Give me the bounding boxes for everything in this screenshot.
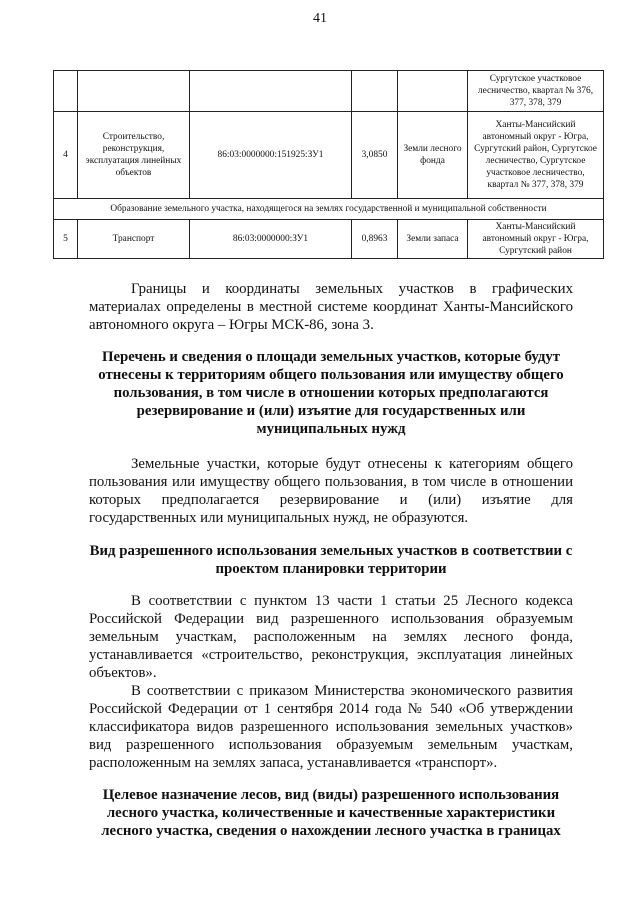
cell-no: 4	[54, 112, 78, 199]
cell-no	[54, 71, 78, 112]
cell-area	[352, 71, 398, 112]
table-section-row	[54, 199, 604, 220]
cell-location: Ханты-Мансийский автономный округ - Югра, Сургутский район, Сургутское лесничество, Сургутское участковое лесничество, квартал № 377, 378, 379	[468, 112, 604, 199]
forest-code-paragraph: В соответствии с пунктом 13 части 1 статьи 25 Лесного кодекса Российской Федерации вид разрешенного использования образуемым земельным участкам, расположенным на землях лесного фонда, устанавливается «строительство, реконструкция, эксплуатация линейных объектов».	[89, 593, 573, 681]
cell-category	[398, 71, 468, 112]
ministry-order-paragraph: В соответствии с приказом Министерства экономического развития Российской Федерации от 1 сентября 2014 года № 540 «Об утверждении классификатора видов разрешенного использования земельных участков» вид разрешенного использования образуемым земельным участкам, расположенным на землях запаса, устанавливается «транспорт».	[89, 683, 573, 771]
cell-location: Сургутское участковое лесничество, квартал № 376, 377, 378, 379	[468, 71, 604, 112]
cell-cadastral: 86:03:0000000:ЗУ1	[190, 220, 352, 259]
cell-cadastral: 86:03:0000000:151925:ЗУ1	[190, 112, 352, 199]
land-plots-table	[53, 70, 604, 259]
public-use-paragraph: Земельные участки, которые будут отнесены к категориям общего пользования или имуществу общего пользования, в том числе в отношении которых предполагается резервирование и (или) изъятие для государственных или муниципальных нужд, не образуются.	[89, 456, 573, 526]
cell-cadastral	[190, 71, 352, 112]
page-number: 41	[313, 11, 327, 26]
cell-purpose: Транспорт	[78, 220, 190, 259]
cell-area: 3,0850	[352, 112, 398, 199]
table-row	[54, 220, 604, 259]
section-heading-forest-purpose: Целевое назначение лесов, вид (виды) разрешенного использования лесного участка, количественные и качественные характеристики лесного участка, сведения о нахождении лесного участка в границах	[101, 787, 561, 839]
section-title: Образование земельного участка, находящегося на землях государственной и муниципальной собственности	[54, 199, 604, 220]
cell-area: 0,8963	[352, 220, 398, 259]
cell-location: Ханты-Мансийский автономный округ - Югра, Сургутский район	[468, 220, 604, 259]
section-heading-public-use: Перечень и сведения о площади земельных участков, которые будут отнесены к территориям общего пользования или имуществу общего пользования, в том числе в отношении которых предполагаются резервирование и (или) изъятие для государственных или муниципальных нужд	[98, 349, 564, 437]
cell-category: Земли лесного фонда	[398, 112, 468, 199]
section-heading-permitted-use: Вид разрешенного использования земельных участков в соответствии с проектом планировки территории	[89, 543, 573, 577]
borders-paragraph: Границы и координаты земельных участков в графических материалах определены в местной системе координат Ханты-Мансийского автономного округа – Югры МСК-86, зона 3.	[89, 281, 573, 333]
cell-no: 5	[54, 220, 78, 259]
table-row	[54, 112, 604, 199]
table-row	[54, 71, 604, 112]
cell-category: Земли запаса	[398, 220, 468, 259]
cell-purpose: Строительство, реконструкция, эксплуатация линейных объектов	[78, 112, 190, 199]
cell-purpose	[78, 71, 190, 112]
